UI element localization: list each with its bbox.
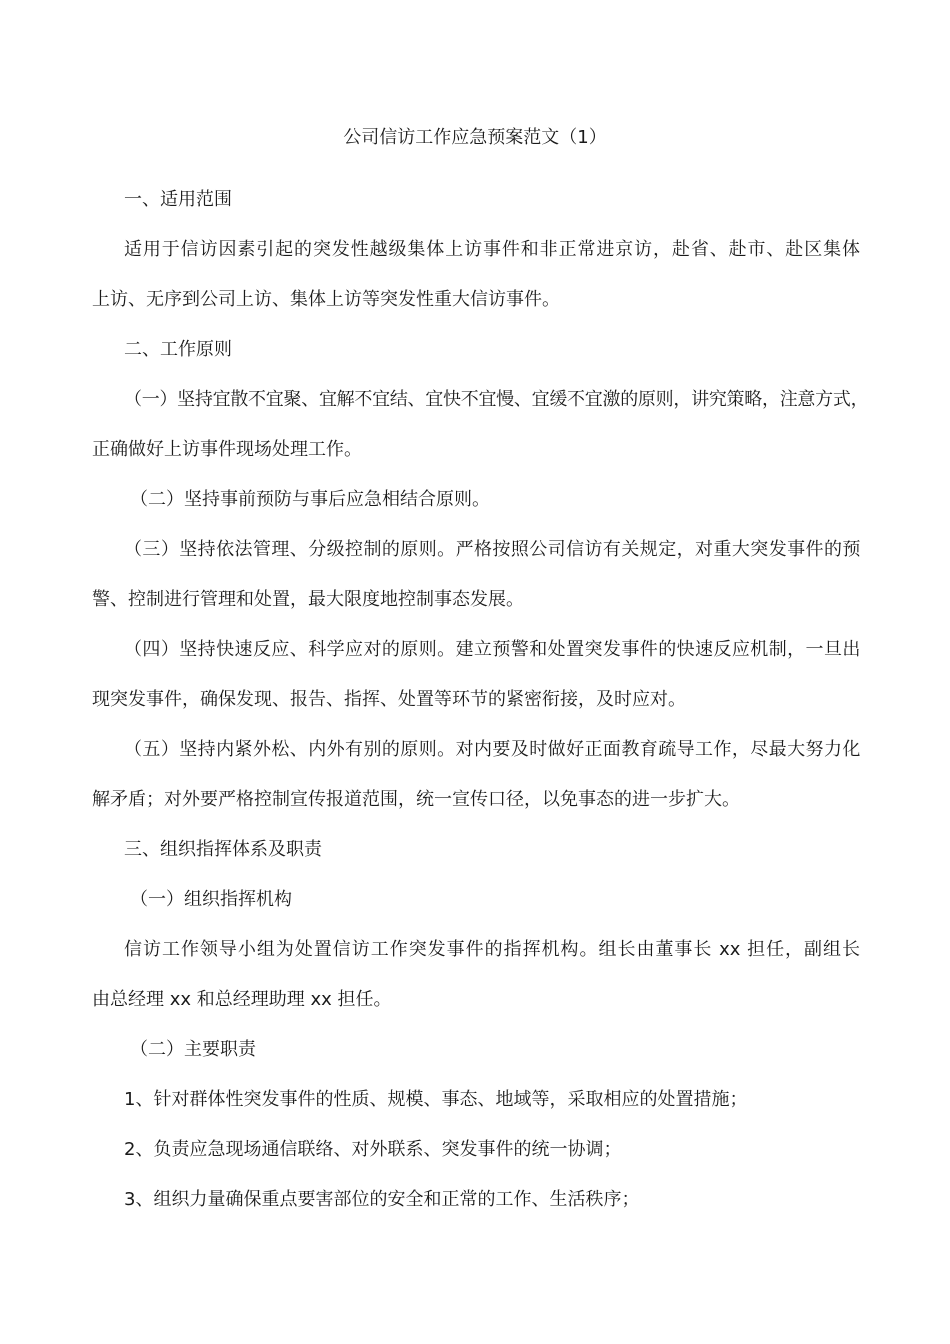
paragraph-line: 正确做好上访事件现场处理工作。	[92, 439, 362, 460]
paragraph-line: （四）坚持快速反应、科学应对的原则。建立预警和处置突发事件的快速反应机制，一旦出	[124, 639, 860, 660]
paragraph-line: 适用于信访因素引起的突发性越级集体上访事件和非正常进京访，赴省、赴市、赴区集体	[124, 239, 860, 260]
paragraph-line: 现突发事件，确保发现、报告、指挥、处置等环节的紧密衔接，及时应对。	[92, 689, 686, 710]
paragraph-line: （二）坚持事前预防与事后应急相结合原则。	[130, 489, 490, 510]
document-title: 公司信访工作应急预案范文（1）	[343, 127, 607, 148]
paragraph-line: 上访、无序到公司上访、集体上访等突发性重大信访事件。	[92, 289, 560, 310]
section-heading-scope: 一、适用范围	[124, 189, 232, 210]
paragraph-line: 解矛盾；对外要严格控制宣传报道范围，统一宣传口径，以免事态的进一步扩大。	[92, 789, 740, 810]
paragraph-line: 由总经理 xx 和总经理助理 xx 担任。	[92, 989, 392, 1010]
subsection-heading: （一）组织指挥机构	[130, 889, 292, 910]
subsection-heading: （二）主要职责	[130, 1039, 256, 1060]
list-item: 1、针对群体性突发事件的性质、规模、事态、地域等，采取相应的处置措施；	[124, 1089, 748, 1110]
list-item: 3、组织力量确保重点要害部位的安全和正常的工作、生活秩序；	[124, 1189, 640, 1210]
paragraph-line: （五）坚持内紧外松、内外有别的原则。对内要及时做好正面教育疏导工作，尽最大努力化	[124, 739, 860, 760]
paragraph-line: （一）坚持宜散不宜聚、宜解不宜结、宜快不宜慢、宜缓不宜激的原则，讲究策略，注意方式，	[124, 389, 868, 410]
list-item: 2、负责应急现场通信联络、对外联系、突发事件的统一协调；	[124, 1139, 622, 1160]
section-heading-principles: 二、工作原则	[124, 339, 232, 360]
paragraph-line: 警、控制进行管理和处置，最大限度地控制事态发展。	[92, 589, 524, 610]
section-heading-organization: 三、组织指挥体系及职责	[124, 839, 322, 860]
paragraph-line: 信访工作领导小组为处置信访工作突发事件的指挥机构。组长由董事长 xx 担任，副组长	[124, 939, 860, 960]
paragraph-line: （三）坚持依法管理、分级控制的原则。严格按照公司信访有关规定，对重大突发事件的预	[124, 539, 860, 560]
